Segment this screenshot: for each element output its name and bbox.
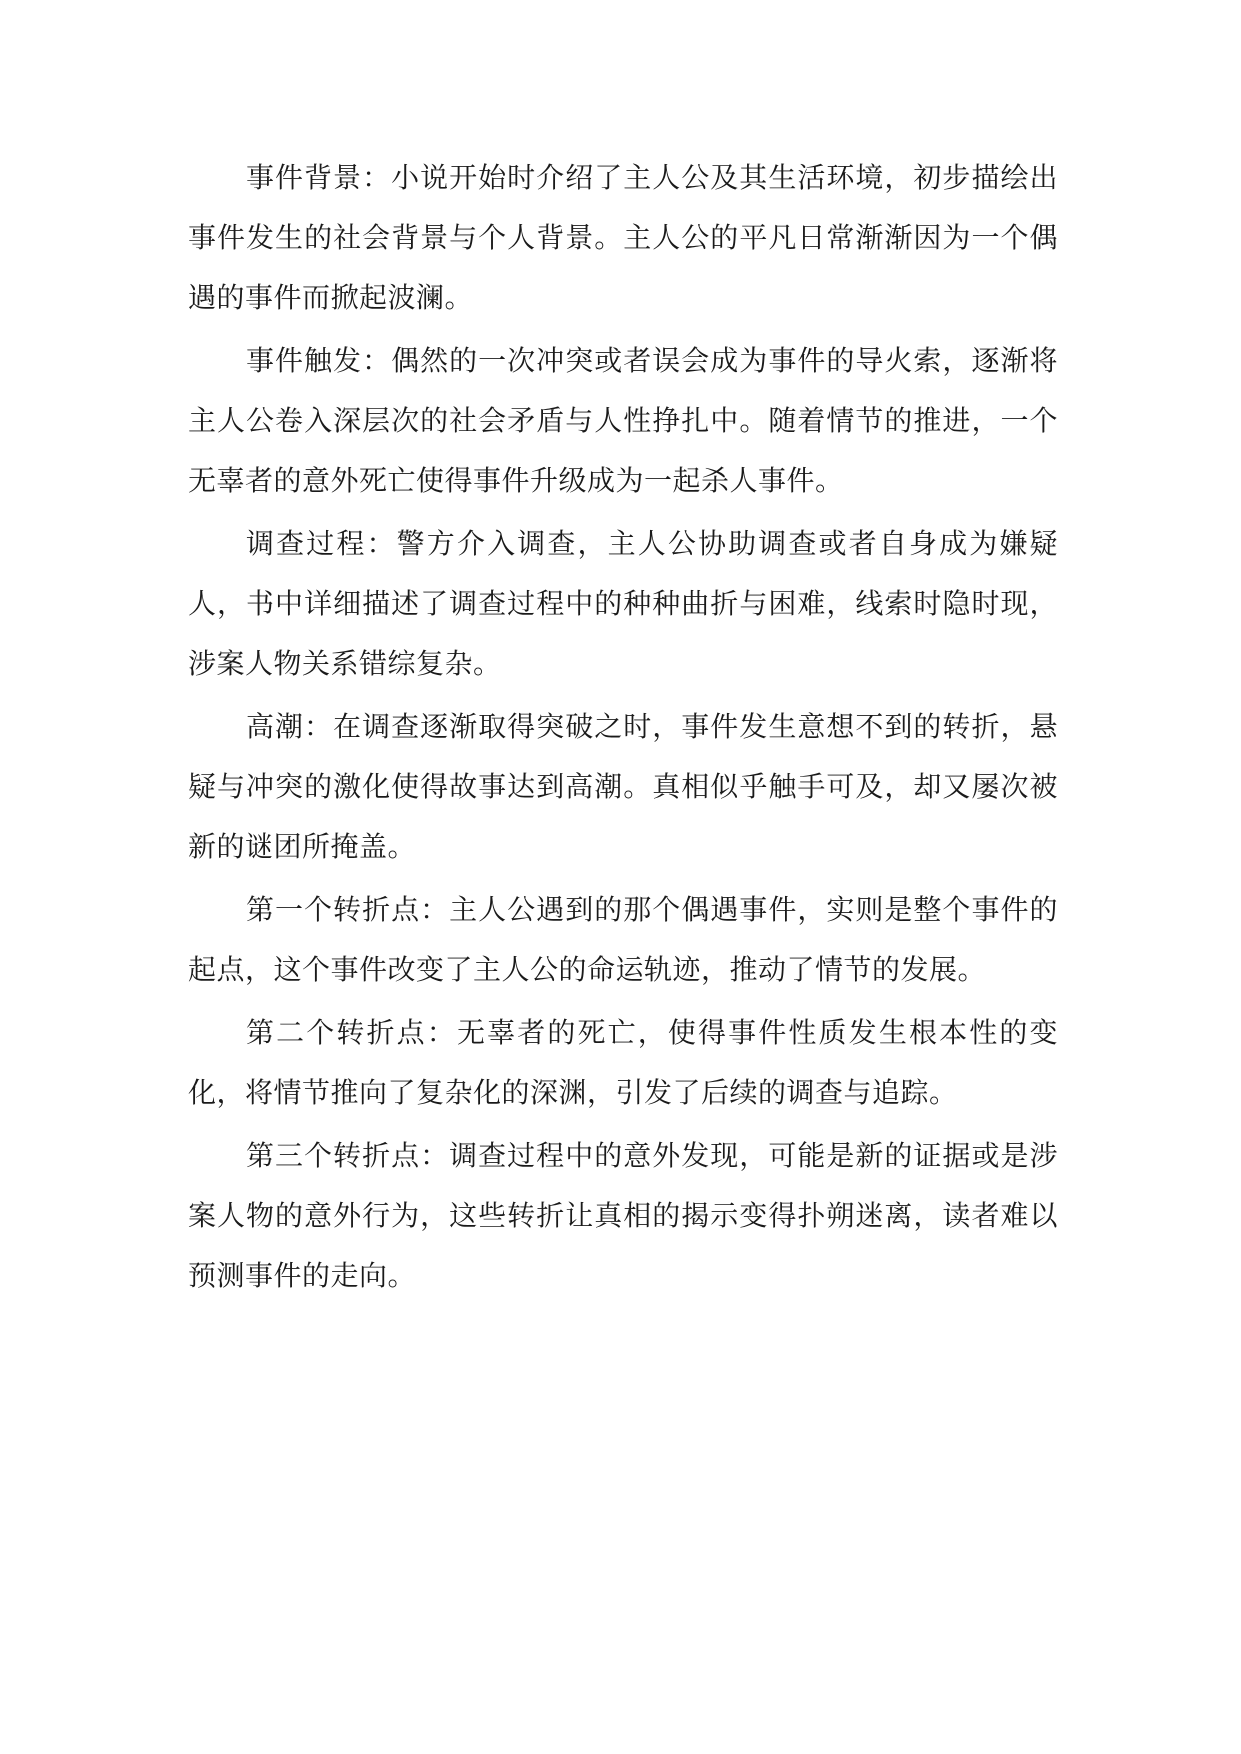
paragraph-climax: 高潮：在调查逐渐取得突破之时，事件发生意想不到的转折，悬疑与冲突的激化使得故事达到高潮。真相似乎触手可及，却又屡次被新的谜团所掩盖。 — [188, 710, 1058, 863]
paragraph-investigation: 调查过程：警方介入调查，主人公协助调查或者自身成为嫌疑人，书中详细描述了调查过程中的种种曲折与困难，线索时隐时现，涉案人物关系错综复杂。 — [188, 527, 1058, 680]
paragraph-turning-point-2: 第二个转折点：无辜者的死亡，使得事件性质发生根本性的变化，将情节推向了复杂化的深渊，引发了后续的调查与追踪。 — [188, 1016, 1058, 1109]
paragraph-turning-point-3: 第三个转折点：调查过程中的意外发现，可能是新的证据或是涉案人物的意外行为，这些转折让真相的揭示变得扑朔迷离，读者难以预测事件的走向。 — [188, 1139, 1058, 1292]
paragraph-event-trigger: 事件触发：偶然的一次冲突或者误会成为事件的导火索，逐渐将主人公卷入深层次的社会矛盾与人性挣扎中。随着情节的推进，一个无辜者的意外死亡使得事件升级成为一起杀人事件。 — [188, 344, 1058, 497]
paragraph-event-background: 事件背景：小说开始时介绍了主人公及其生活环境，初步描绘出事件发生的社会背景与个人背景。主人公的平凡日常渐渐因为一个偶遇的事件而掀起波澜。 — [188, 161, 1058, 314]
document-body — [188, 148, 1058, 1309]
paragraph-turning-point-1: 第一个转折点：主人公遇到的那个偶遇事件，实则是整个事件的起点，这个事件改变了主人公的命运轨迹，推动了情节的发展。 — [188, 893, 1058, 986]
